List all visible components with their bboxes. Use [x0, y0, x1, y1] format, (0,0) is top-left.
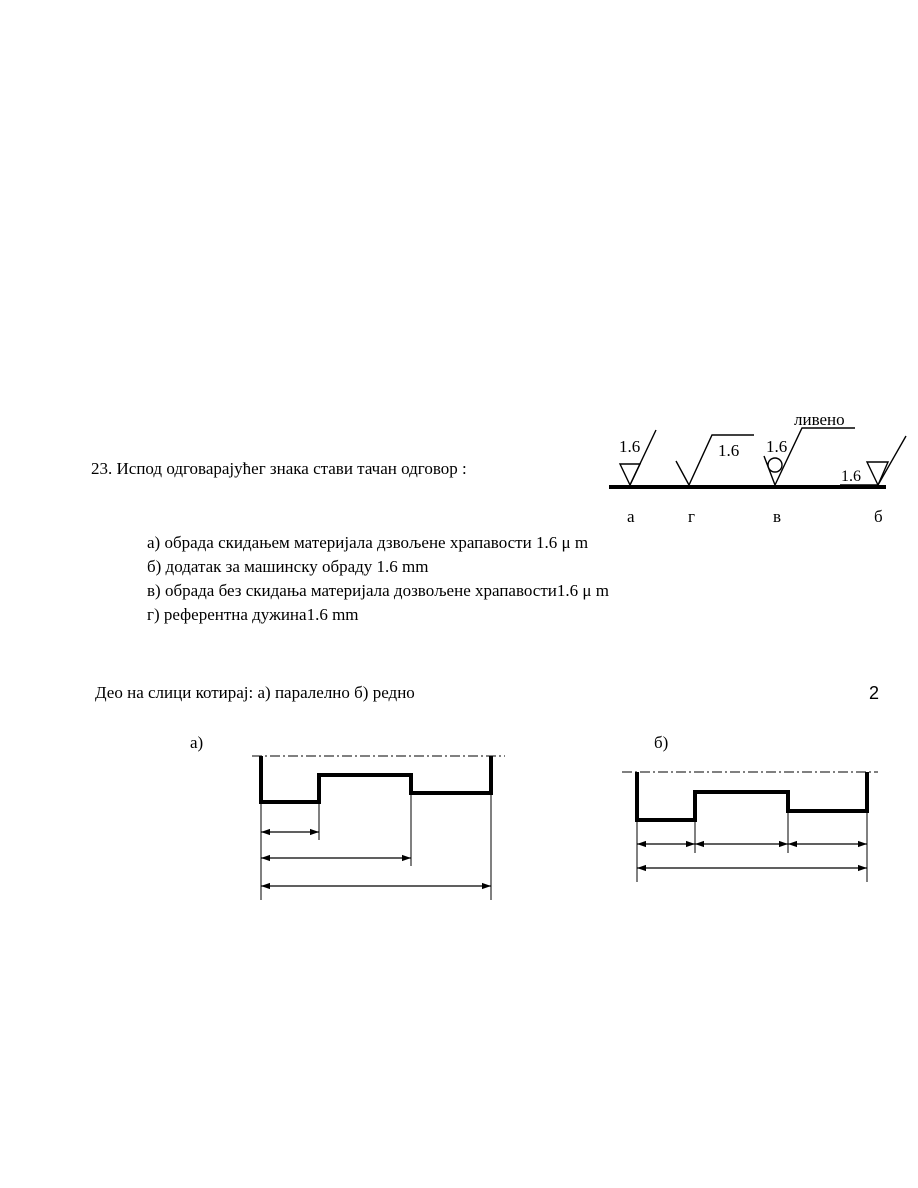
letter-v: в — [773, 507, 782, 526]
option-v: в) обрада без скидања материјала дозвољене храпавости1.6 μ m — [147, 581, 609, 600]
option-g: г) референтна дужина1.6 mm — [147, 605, 359, 624]
letter-b: б — [874, 507, 883, 526]
option-a: а) обрада скидањем материјала дзвољене храпавости 1.6 μ m — [147, 533, 589, 552]
letter-g: г — [688, 507, 695, 526]
question-23-prompt: 23. Испод одговарајућег знака стави тачан одговор : — [91, 459, 467, 478]
figure-b-dimension-lines — [637, 844, 867, 868]
symbol-a-value: 1.6 — [619, 437, 641, 456]
figure-b-part — [622, 772, 878, 882]
symbol-b-value: 1.6 — [841, 468, 861, 485]
figure-a-label: а) — [190, 733, 204, 752]
symbol-g-value: 1.6 — [718, 441, 740, 460]
symbol-v-value: 1.6 — [766, 437, 788, 456]
figure-b-label: б) — [654, 733, 669, 752]
letter-a: а — [627, 507, 635, 526]
figure-a-dimension-lines — [261, 832, 491, 886]
question-24-points: 2 — [869, 683, 880, 703]
symbol-v-note: ливено — [794, 410, 845, 429]
option-b: б) додатак за машинску обраду 1.6 mm — [147, 557, 429, 576]
question-24-prompt: Део на слици котирај: а) паралелно б) редно — [95, 683, 415, 702]
figure-a-part — [252, 756, 505, 900]
